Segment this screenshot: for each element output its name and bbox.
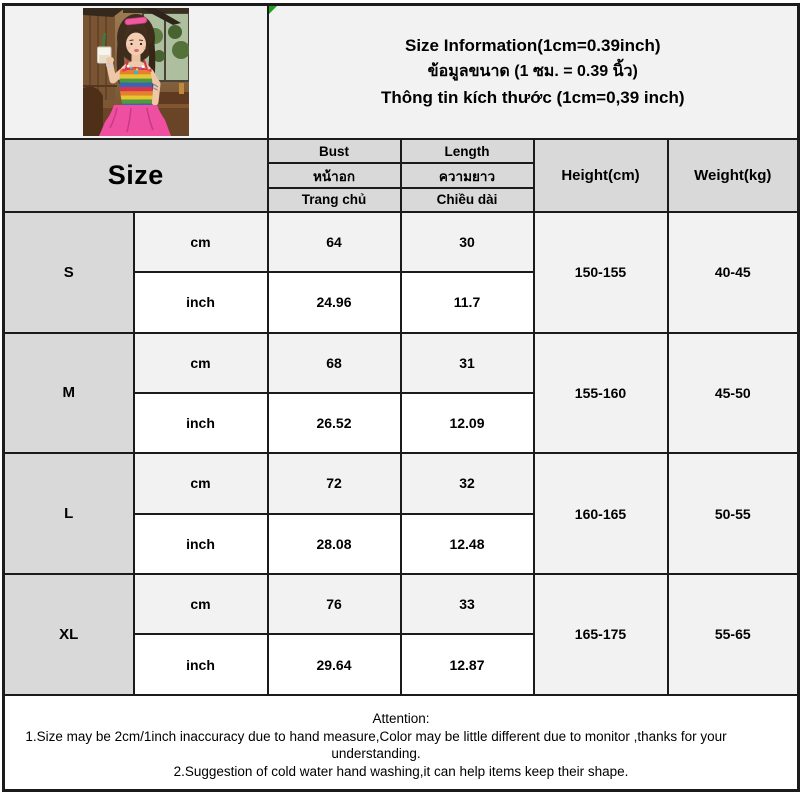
size-label-m: M — [4, 333, 134, 454]
attention-notes — [5, 704, 797, 780]
bust-inch-l: 28.08 — [268, 514, 401, 574]
attention-heading: Attention: — [372, 711, 430, 727]
height-range-l: 160-165 — [534, 453, 668, 574]
bust-inch-xl: 29.64 — [268, 634, 401, 694]
attention-note-2: 2.Suggestion of cold water hand washing,it can help items keep their shape. — [173, 763, 629, 779]
length-cm-l: 32 — [401, 453, 534, 513]
bust-header-th: หน้าอก — [268, 163, 401, 187]
weight-column-header: Weight(kg) — [668, 139, 799, 211]
size-information-title — [269, 33, 798, 111]
length-cm-s: 30 — [401, 212, 534, 272]
length-cm-m: 31 — [401, 333, 534, 393]
size-label-l: L — [4, 453, 134, 574]
cell-corner-flag-icon — [269, 6, 277, 14]
size-label-xl: XL — [4, 574, 134, 695]
bust-header-vi: Trang chủ — [268, 188, 401, 212]
bust-cm-l: 72 — [268, 453, 401, 513]
unit-label-cm-l: cm — [134, 453, 268, 513]
weight-range-s: 40-45 — [668, 212, 799, 333]
unit-label-inch-m: inch — [134, 393, 268, 453]
bust-inch-m: 26.52 — [268, 393, 401, 453]
unit-label-inch-s: inch — [134, 272, 268, 332]
size-column-header: Size — [4, 139, 268, 211]
height-range-s: 150-155 — [534, 212, 668, 333]
height-range-xl: 165-175 — [534, 574, 668, 695]
weight-range-m: 45-50 — [668, 333, 799, 454]
size-chart-sheet — [2, 3, 797, 794]
unit-label-inch-l: inch — [134, 514, 268, 574]
size-chart-table — [2, 3, 800, 792]
bust-cm-xl: 76 — [268, 574, 401, 634]
unit-label-cm-m: cm — [134, 333, 268, 393]
bust-cm-m: 68 — [268, 333, 401, 393]
title-line-english: Size Information(1cm=0.39inch) — [404, 36, 661, 56]
length-inch-xl: 12.87 — [401, 634, 534, 694]
title-cell — [268, 5, 799, 140]
title-line-vietnamese: Thông tin kích thước (1cm=0,39 inch) — [381, 88, 685, 108]
length-header-en: Length — [401, 139, 534, 163]
length-header-vi: Chiều dài — [401, 188, 534, 212]
unit-label-cm-xl: cm — [134, 574, 268, 634]
weight-range-xl: 55-65 — [668, 574, 799, 695]
attention-cell — [4, 695, 799, 791]
unit-label-cm-s: cm — [134, 212, 268, 272]
attention-note-1: 1.Size may be 2cm/1inch inaccuracy due to hand measure,Color may be little different due to monitor ,thanks for your understanding. — [25, 728, 727, 762]
length-cm-xl: 33 — [401, 574, 534, 634]
length-inch-m: 12.09 — [401, 393, 534, 453]
size-label-s: S — [4, 212, 134, 333]
height-column-header: Height(cm) — [534, 139, 668, 211]
height-range-m: 155-160 — [534, 333, 668, 454]
photo-cell — [4, 5, 268, 140]
unit-label-inch-xl: inch — [134, 634, 268, 694]
length-inch-s: 11.7 — [401, 272, 534, 332]
length-header-th: ความยาว — [401, 163, 534, 187]
bust-inch-s: 24.96 — [268, 272, 401, 332]
weight-range-l: 50-55 — [668, 453, 799, 574]
bust-cm-s: 64 — [268, 212, 401, 272]
bust-header-en: Bust — [268, 139, 401, 163]
title-line-thai: ข้อมูลขนาด (1 ซม. = 0.39 นิ้ว) — [427, 63, 638, 81]
product-model-photo — [83, 8, 189, 136]
length-inch-l: 12.48 — [401, 514, 534, 574]
